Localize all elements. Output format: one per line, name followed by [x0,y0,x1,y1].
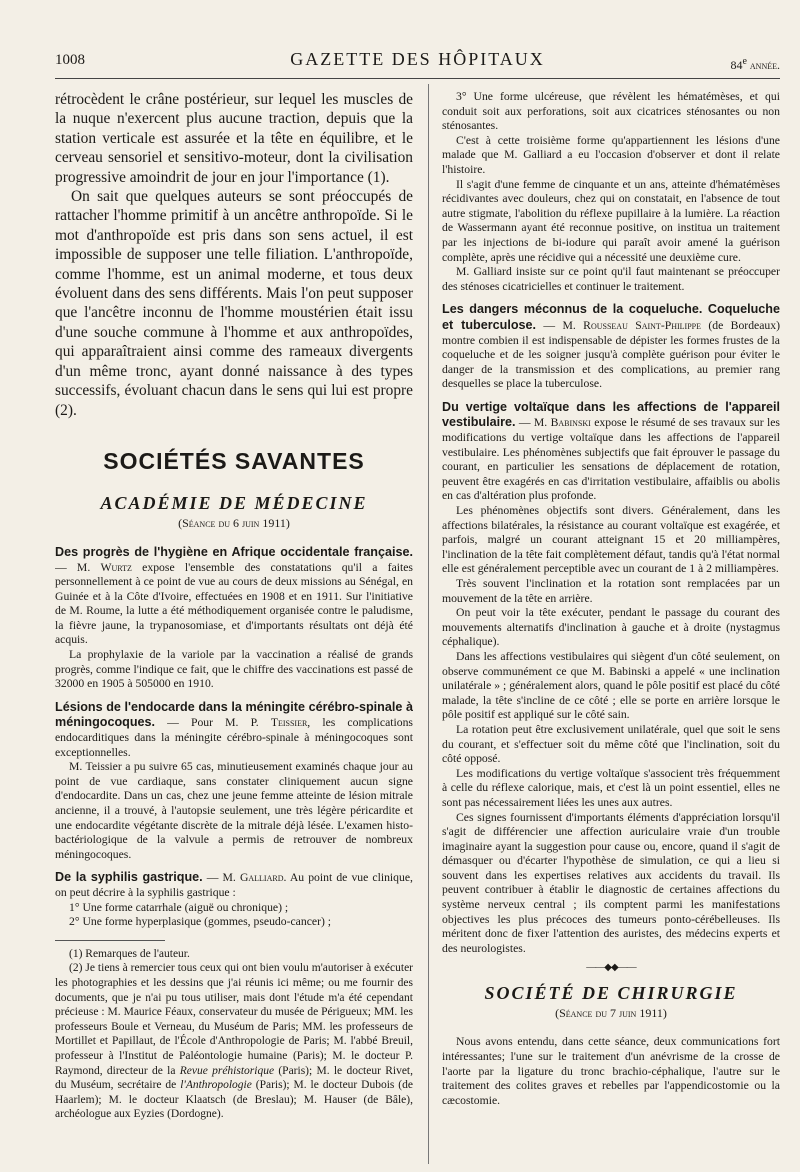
list-item: 3° Une forme ulcéreuse, que révèlent les hématémèses, et qui conduit soit aux perforations, soit aux cicatrices sténosantes ou non sténosantes. [442,90,780,133]
article-title: Les dangers méconnus de la coqueluche. Coqueluche et tuberculose. [442,302,780,332]
year-sup: e [742,56,747,67]
session-date-text: du 7 juin 1911 [595,1006,663,1021]
session-date: (Séance du 6 juin 1911) [178,515,290,530]
paragraph: M. Teissier a pu suivre 65 cas, minutieusement examinés chaque jour au point de vue cardiaque, sans constater cliniquement aucun signe d'endocardite. Dans un cas, chez une jeune femme atteinte de lésion mitrale ancienne, il a trouvé, à l'autopsie seulement, une très légère péricardite et une endocardite végétante discrète de la mitrale déjà lésée. L'examen histo-bactériologique de la valvule a permis de retrouver de nombreux méningocoques. [55,760,413,861]
paragraph: Nous avons entendu, dans cette séance, deux communications fort intéressantes; l'une sur le traitement d'un anévrisme de la crosse de l'aorte par la ligature du tronc brachio-céphalique, l'autre sur le traitement des colites graves et rebelles par l'appendicostomie ou la cæcostomie. [442,1035,780,1107]
article-title: Du vertige voltaïque dans les affections de l'appareil vestibulaire. [442,399,780,430]
society-heading: SOCIÉTÉ DE CHIRURGIE [484,983,738,1004]
article: De la syphilis gastrique. — M. Galliard. Au point de vue clinique, on peut décrire à la syphilis gastrique : [55,870,413,899]
paragraph: C'est à cette troisième forme qu'appartiennent les lésions d'une malade que M. Galliard a eu l'occasion d'observer et dont il relate l'histoire. [442,133,780,176]
article: Du vertige voltaïque dans les affections de l'appareil vestibulaire. — M. Babinski expose le résumé de ses travaux sur les modifications du vertige voltaïque dans les affections de l'appareil vestibulaire. Les phénomènes subjectifs que fait éprouver le passage du courant, en particulier les sensations de déplacement de rotation, peuvent être exagérés en cas d'irritation vestibulaire, affaiblis ou abolis en cas d'altération plus profonde. [442,399,780,503]
paragraph: Ces signes fournissent d'importants éléments d'appréciation lorsqu'il s'agit de différencier une affection auriculaire vraie d'un trouble imaginaire ayant la suggestion pour cause ou, encore, quand il s'agit de démasquer ou d'écarter l'hypothèse de simulation, ce qui a lieu si souvent dans les expertises relatives aux accidents du travail. Ils peuvent contribuer à établir le diagnostic de certaines affections du système nerveux central ; ils comptent parmi les manifestations objectives les plus précoces des tumeurs ponto-cérébelleuses. Ils méritent donc de fixer l'attention des auristes, des médecins experts et des neurologistes. [442,810,780,955]
article-author: Wurtz [100,560,132,574]
paragraph: Il s'agit d'une femme de cinquante et un ans, atteinte d'hématémèses récidivantes avec douleurs, chez qui on constatait, en l'absence de tout autre stigmate, l'abolition du réflexe pupillaire à la lumière. La réaction de Wassermann ayant été reconnue positive, on institua un traitement par les injections de bi-iodure qui paraît avoir amené la guérison complète, après une récidive qui a nécessité une deuxième cure. [442,177,780,264]
footnote: (1) Remarques de l'auteur. [69,947,190,960]
footnote-rule [55,940,165,941]
article-title: De la syphilis gastrique. [55,870,203,885]
header-rule [55,78,780,79]
left-column [55,90,413,1165]
article-author: Teissier [270,716,308,730]
article-title: Lésions de l'endocarde dans la méningite cérébro-spinale à méningocoques. [55,699,413,730]
paragraph: On peut voir la tête exécuter, pendant le passage du courant des mouvements alternatifs d'inclination à gauche et à droite (nystagmus céphalique). [442,606,780,649]
paragraph: La prophylaxie de la variole par la vaccination a réalisé de grands progrès, comme l'indique ce fait, que le chiffre des vaccinations est passé de 32000 en 1905 à 505000 en 1910. [55,648,413,691]
paragraph: Très souvent l'inclination et la rotation sont remplacées par un mouvement de la tête en arrière. [442,577,780,605]
journal-title: GAZETTE DES HÔPITAUX [290,49,545,69]
paragraph: rétrocèdent le crâne postérieur, sur lequel les muscles de la nuque n'exercent plus aucune traction, depuis que la station verticale est assurée et la tête en équilibre, et le cerveau sensoriel et sensitivo-moteur, dont la civilisation progressive amoindrit de jour en jour l'importance (1). [55,91,413,186]
paragraph: On sait que quelques auteurs se sont préoccupés de rattacher l'homme primitif à un ancêtre anthropoïde. Si le mot d'anthropoïde est pris dans son sens actuel, il est impossible de supposer une telle filiation. L'anthropoïde, comme l'homme, est un animal moderne, et tous deux évoluent dans des sens différents. Mais l'on peut supposer que l'ancêtre inconnu de l'homme moustérien était issu d'une souche commune à l'homme et aux anthropoïdes, qui apparaîtraient ainsi comme des rameaux divergents d'un même tronc, ayant donné naissance à des types successifs, évoluant chacun dans le sens qui lui est propre (2). [55,188,413,419]
article-author: Rousseau Saint-Philippe [583,318,701,332]
paragraph: Les phénomènes objectifs sont divers. Généralement, dans les affections bilatérales, la résistance au courant voltaïque est exagérée, et parfois, malgré un courant atteignant 15 et 20 milliampères, l'inclination de la tête fait complètement défaut, tandis qu'à l'état normal elle est généralement perceptible avec un courant de 1 à 2 milliampères. [442,504,780,576]
session-word: Séance [182,515,216,530]
society-heading: ACADÉMIE DE MÉDECINE [100,492,368,513]
paragraph: Dans les affections vestibulaires qui siègent d'un côté seulement, on observe communément ce que M. Babinski a appelé « une inclination unilatérale » ; généralement alors, quand le pôle positif est placé du côté malade, la tête s'incline de ce côté ; elle se porte en arrière lorsque le pôle positif est appliqué sur le côté sain. [442,649,780,722]
journal-name: l'Anthropologie [180,1079,252,1092]
footnote: (2) Je tiens à remercier tous ceux qui ont bien voulu m'autoriser à exécuter les photographies et les dessins que j'ai réunis ici même; ou me fournir des documents, que je n'ai pu tous utiliser, mais dont l'étude m'a été cependant précieuse : M. Maurice Féaux, conservateur du musée de Périgueux; MM. les professeurs Boule et Verneau, du Muséum de Paris; MM. les professeurs de Mortillet et Papillaut, de l'École d'Anthropologie de Paris; M. l'abbé Breuil, professeur à l'Institut de Paléontologie humaine (Paris); M. le docteur P. Raymond, directeur de la Revue préhistorique (Paris); M. le docteur Rivet, du Muséum, secrétaire de l'Anthropologie (Paris); M. le docteur Dubois (de Haarlem); M. le docteur Klaatsch (de Breslau); M. Hauser (de Bâle), archéologue aux Eyzies (Dordogne). [55,962,413,1121]
journal-name: Revue préhistorique [179,1064,275,1077]
year-number: 84 [730,58,743,72]
session-date: (Séance du 7 juin 1911) [555,1006,667,1021]
volume-year [730,56,780,73]
article-author: Babinski [550,416,591,430]
article: Des progrès de l'hygiène en Afrique occidentale française. — M. Wurtz expose l'ensemble des constatations qu'il a faites personnellement à ce point de vue au cours de deux missions au Sénégal, en Guinée et à la Côte d'Ivoire, effectuées en 1908 et en 1911. Sur l'initiative de M. Roume, la lutte a été méthodiquement organisée contre le paludisme, la fièvre jaune, la trypanosomiase, et d'importants résultats ont déjà été acquis. [55,544,413,647]
page-number: 1008 [55,52,85,68]
right-column [442,90,780,1165]
session-date-text: du 6 juin 1911 [218,515,286,530]
paragraph: La rotation peut être exclusivement unilatérale, quel que soit le sens du courant, et s'effectuer soit du même côté que l'inclination, soit du côté opposé. [442,722,780,766]
paragraph: M. Galliard insiste sur ce point qu'il faut maintenant se préoccuper des sténoses cicatricielles et continuer le traitement. [442,265,780,293]
list-item: 1° Une forme catarrhale (aiguë ou chronique) ; [69,900,289,914]
section-ornament: ——◆◆—— [586,962,636,974]
list-item: 2° Une forme hyperplasique (gommes, pseudo-cancer) ; [69,915,332,929]
paragraph: Les modifications du vertige voltaïque s'associent très fréquemment à celle du réflexe calorique, mais, et c'est là un point essentiel, elles ne sont pas nécessairement liées les unes aux autres. [442,766,780,809]
section-heading: SOCIÉTÉS SAVANTES [103,447,365,474]
session-word: Séance [559,1006,593,1021]
article-author: Galliard [239,871,284,885]
article: Lésions de l'endocarde dans la méningite cérébro-spinale à méningocoques. — Pour M. P. Teissier, les complications endocarditiques dans la méningite cérébro-spinale à méningocoques sont exceptionnelles. [55,699,413,759]
article: Les dangers méconnus de la coqueluche. Coqueluche et tuberculose. — M. Rousseau Saint-Philippe (de Bordeaux) montre combien il est indispensable de dépister les formes frustes de la coqueluche et de les soigner jusqu'à complète guérison pour éviter le danger de la transmission et des complications, au premier rang desquelles se place la tuberculose. [442,302,780,391]
article-title: Des progrès de l'hygiène en Afrique occidentale française. [55,544,413,559]
column-divider [428,84,429,1164]
running-header [55,49,780,76]
year-word: année. [749,58,780,72]
